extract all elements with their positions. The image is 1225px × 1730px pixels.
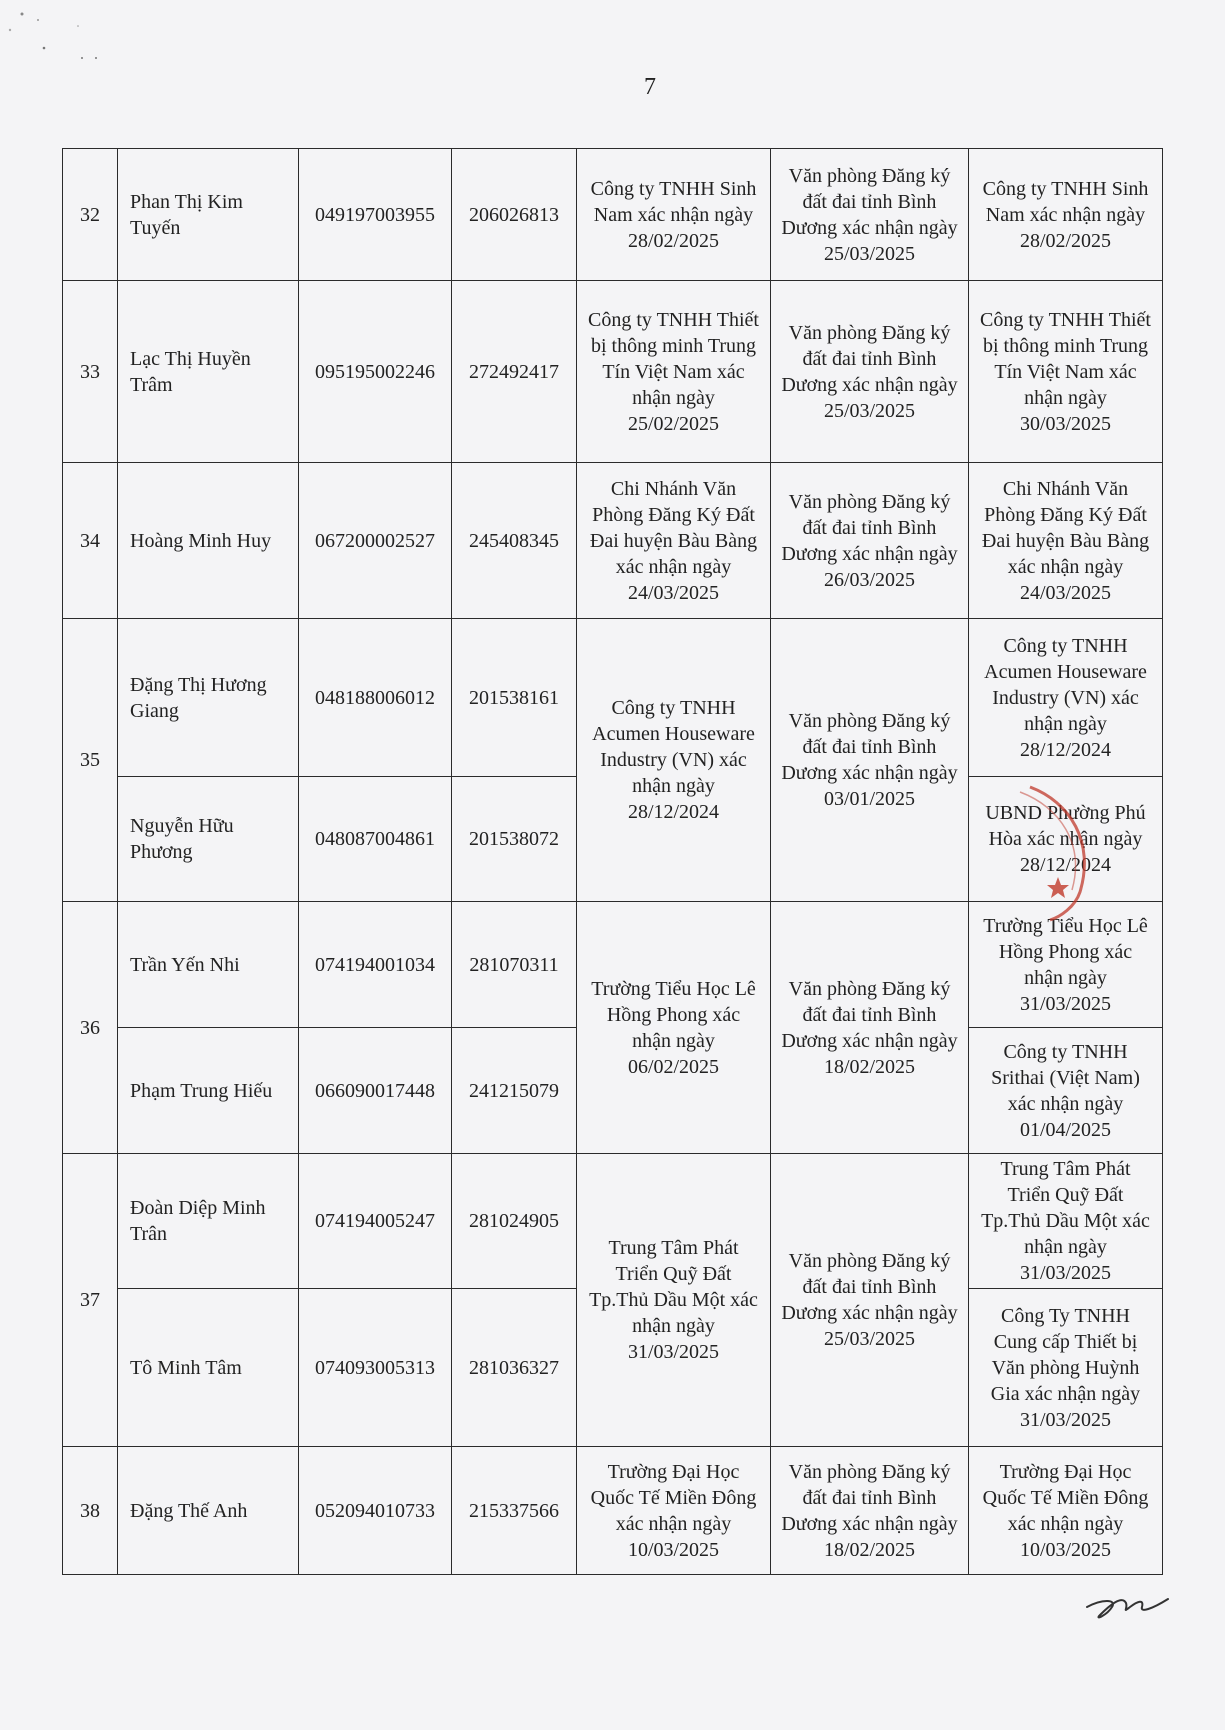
row-number: 37 [63, 1154, 118, 1447]
cmnd-number: 245408345 [452, 463, 577, 619]
handwritten-initials [1082, 1585, 1172, 1625]
office-confirmation: Văn phòng Đăng ký đất đai tỉnh Bình Dương xác nhận ngày 25/03/2025 [771, 1154, 969, 1447]
row-number: 38 [63, 1447, 118, 1575]
table-row [63, 619, 1163, 777]
page-number: 7 [644, 74, 656, 100]
unit-confirmation: Chi Nhánh Văn Phòng Đăng Ký Đất Đai huyện Bàu Bàng xác nhận ngày 24/03/2025 [577, 463, 771, 619]
individual-confirmation: Công ty TNHH Srithai (Việt Nam) xác nhận ngày 01/04/2025 [969, 1028, 1163, 1154]
cccd-number: 048087004861 [299, 777, 452, 902]
registry-table [62, 148, 1163, 1575]
unit-confirmation: Trung Tâm Phát Triển Quỹ Đất Tp.Thủ Dầu Một xác nhận ngày 31/03/2025 [577, 1154, 771, 1447]
cccd-number: 095195002246 [299, 281, 452, 463]
row-number: 32 [63, 149, 118, 281]
person-name: Đặng Thế Anh [118, 1447, 299, 1575]
person-name: Phan Thị Kim Tuyến [118, 149, 299, 281]
unit-confirmation: Công ty TNHH Thiết bị thông minh Trung Tín Việt Nam xác nhận ngày 25/02/2025 [577, 281, 771, 463]
scan-specks [0, 0, 120, 80]
individual-confirmation: Trường Đại Học Quốc Tế Miền Đông xác nhận ngày 10/03/2025 [969, 1447, 1163, 1575]
person-name: Phạm Trung Hiếu [118, 1028, 299, 1154]
office-confirmation: Văn phòng Đăng ký đất đai tỉnh Bình Dương xác nhận ngày 18/02/2025 [771, 1447, 969, 1575]
cccd-number: 066090017448 [299, 1028, 452, 1154]
cmnd-number: 281036327 [452, 1289, 577, 1447]
cmnd-number: 281070311 [452, 902, 577, 1028]
table-row [63, 902, 1163, 1028]
individual-confirmation: Công Ty TNHH Cung cấp Thiết bị Văn phòng Huỳnh Gia xác nhận ngày 31/03/2025 [969, 1289, 1163, 1447]
cmnd-number: 206026813 [452, 149, 577, 281]
row-number: 34 [63, 463, 118, 619]
cccd-number: 048188006012 [299, 619, 452, 777]
person-name: Đặng Thị Hương Giang [118, 619, 299, 777]
person-name: Lạc Thị Huyền Trâm [118, 281, 299, 463]
table-row [63, 1154, 1163, 1289]
office-confirmation: Văn phòng Đăng ký đất đai tỉnh Bình Dương xác nhận ngày 25/03/2025 [771, 281, 969, 463]
unit-confirmation: Trường Tiểu Học Lê Hồng Phong xác nhận ngày 06/02/2025 [577, 902, 771, 1154]
person-name: Hoàng Minh Huy [118, 463, 299, 619]
cmnd-number: 272492417 [452, 281, 577, 463]
cccd-number: 074194001034 [299, 902, 452, 1028]
row-number: 36 [63, 902, 118, 1154]
individual-confirmation: Trung Tâm Phát Triển Quỹ Đất Tp.Thủ Dầu Một xác nhận ngày 31/03/2025 [969, 1154, 1163, 1289]
row-number: 35 [63, 619, 118, 902]
cmnd-number: 281024905 [452, 1154, 577, 1289]
person-name: Tô Minh Tâm [118, 1289, 299, 1447]
table-row [63, 149, 1163, 281]
office-confirmation: Văn phòng Đăng ký đất đai tỉnh Bình Dương xác nhận ngày 03/01/2025 [771, 619, 969, 902]
office-confirmation: Văn phòng Đăng ký đất đai tỉnh Bình Dương xác nhận ngày 18/02/2025 [771, 902, 969, 1154]
cmnd-number: 201538161 [452, 619, 577, 777]
unit-confirmation: Công ty TNHH Sinh Nam xác nhận ngày 28/02/2025 [577, 149, 771, 281]
person-name: Trần Yến Nhi [118, 902, 299, 1028]
cccd-number: 052094010733 [299, 1447, 452, 1575]
individual-confirmation: Chi Nhánh Văn Phòng Đăng Ký Đất Đai huyện Bàu Bàng xác nhận ngày 24/03/2025 [969, 463, 1163, 619]
office-confirmation: Văn phòng Đăng ký đất đai tỉnh Bình Dương xác nhận ngày 26/03/2025 [771, 463, 969, 619]
individual-confirmation: Công ty TNHH Thiết bị thông minh Trung Tín Việt Nam xác nhận ngày 30/03/2025 [969, 281, 1163, 463]
individual-confirmation: Công ty TNHH Sinh Nam xác nhận ngày 28/02/2025 [969, 149, 1163, 281]
cccd-number: 074093005313 [299, 1289, 452, 1447]
person-name: Nguyễn Hữu Phương [118, 777, 299, 902]
table-row [63, 281, 1163, 463]
unit-confirmation: Công ty TNHH Acumen Houseware Industry (VN) xác nhận ngày 28/12/2024 [577, 619, 771, 902]
row-number: 33 [63, 281, 118, 463]
unit-confirmation: Trường Đại Học Quốc Tế Miền Đông xác nhận ngày 10/03/2025 [577, 1447, 771, 1575]
table-row [63, 1447, 1163, 1575]
table-row [63, 463, 1163, 619]
cmnd-number: 241215079 [452, 1028, 577, 1154]
cmnd-number: 201538072 [452, 777, 577, 902]
cmnd-number: 215337566 [452, 1447, 577, 1575]
cccd-number: 074194005247 [299, 1154, 452, 1289]
cccd-number: 049197003955 [299, 149, 452, 281]
cccd-number: 067200002527 [299, 463, 452, 619]
individual-confirmation: UBND Phường Phú Hòa xác nhận ngày 28/12/2024 [969, 777, 1163, 902]
individual-confirmation: Trường Tiểu Học Lê Hồng Phong xác nhận ngày 31/03/2025 [969, 902, 1163, 1028]
individual-confirmation: Công ty TNHH Acumen Houseware Industry (VN) xác nhận ngày 28/12/2024 [969, 619, 1163, 777]
office-confirmation: Văn phòng Đăng ký đất đai tỉnh Bình Dương xác nhận ngày 25/03/2025 [771, 149, 969, 281]
person-name: Đoàn Diệp Minh Trân [118, 1154, 299, 1289]
